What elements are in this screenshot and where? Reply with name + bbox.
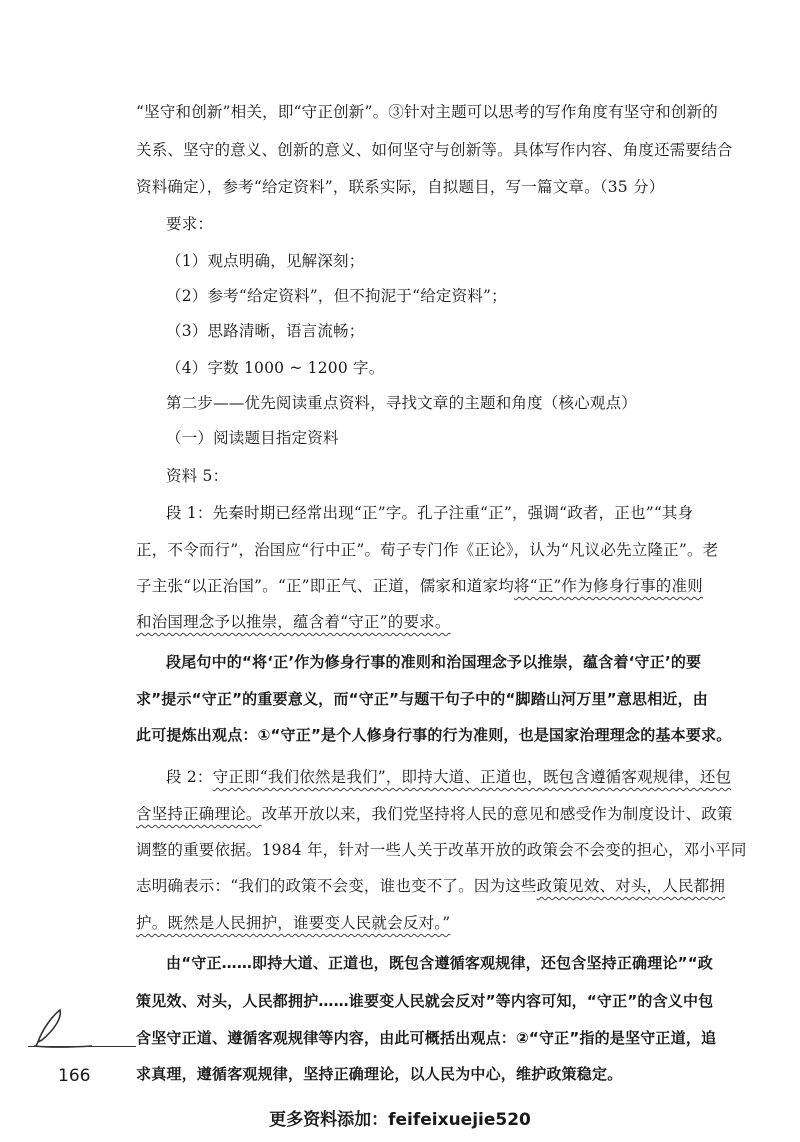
analysis-2-line: 策见效、对头，人民都拥护……谁要变人民就会反对”等内容可知，“守正”的含义中包 — [136, 992, 714, 1010]
text-line: 关系、坚守的意义、创新的意义、如何坚守与创新等。具体写作内容、角度还需要结合 — [136, 141, 733, 159]
requirement-item: （4）字数 1000 ~ 1200 字。 — [166, 359, 385, 377]
material-label: 资料 5： — [166, 467, 229, 485]
paragraph-1-line — [136, 611, 744, 633]
footer-note: 更多资料添加：feifeixuejie520 — [269, 1110, 531, 1130]
analysis-2-line: 求真理，遵循客观规律，坚持正确理论，以人民为中心，维护政策稳定。 — [136, 1065, 623, 1083]
paragraph-1-line: 段 1：先秦时期已经常出现“正”字。孔子注重“正”，强调“政者，正也”“其身 — [166, 504, 694, 522]
requirement-item: （1）观点明确，见解深刻； — [166, 252, 365, 270]
paragraph-1-line — [136, 575, 744, 597]
pen-icon — [24, 1004, 94, 1050]
plain-text: 子主张“以正治国”。“正”即正气、正道，儒家和道家均 — [136, 577, 514, 595]
underlined-text: 护。既然是人民拥护，谁要变人民就会反对。” — [136, 914, 451, 932]
plain-text: 段 2： — [166, 768, 213, 786]
underlined-text: 和治国理念予以推崇，蕴含着“守正”的要求。 — [136, 613, 451, 631]
paragraph-2-line — [136, 912, 744, 934]
underlined-text: 守正即“我们依然是我们”，即持大道、正道也，既包含遵循客观规律，还包 — [212, 768, 732, 786]
requirement-item: （3）思路清晰，语言流畅； — [166, 322, 365, 340]
underlined-text: 含坚持正确理论。 — [136, 805, 262, 823]
analysis-2-line: 由“守正……即持大道、正道也，既包含遵循客观规律，还包含坚持正确理论”“政 — [166, 954, 713, 972]
analysis-1-line: 此可提炼出观点：①“守正”是个人修身行事的行为准则，也是国家治理理念的基本要求。 — [136, 726, 732, 744]
underlined-text: 政策见效、对头，人民都拥 — [536, 877, 726, 895]
paragraph-2-line — [136, 875, 744, 897]
text-line: 资料确定），参考“给定资料”，联系实际，自拟题目，写一篇文章。（35 分） — [136, 178, 665, 196]
analysis-1-line: 段尾句中的“将‘正’作为修身行事的准则和治国理念予以推崇，蕴含着‘守正’的要 — [166, 653, 702, 671]
paragraph-1-line: 正，不令而行”，治国应“行中正”。荀子专门作《正论》，认为“凡议必先立隆正”。老 — [136, 541, 719, 559]
paragraph-2-line — [136, 803, 744, 825]
paragraph-2-line: 调整的重要依据。1984 年，针对一些人关于改革开放的政策会不会变的担心，邓小平同 — [136, 841, 747, 859]
step-heading: 第二步——优先阅读重点资料，寻找文章的主题和角度（核心观点） — [166, 394, 638, 412]
plain-text: 改革开放以来，我们党坚持将人民的意见和感受作为制度设计、政策 — [261, 805, 733, 823]
page-number: 166 — [58, 1066, 91, 1086]
divider-line — [28, 1046, 136, 1047]
analysis-1-line: 求”提示“守正”的重要意义，而“守正”与题干句子中的“脚踏山河万里”意思相近，由 — [136, 690, 709, 708]
plain-text: 志明确表示：“我们的政策不会变，谁也变不了。因为这些 — [136, 877, 537, 895]
requirement-item: （2）参考“给定资料”，但不拘泥于“给定资料”； — [166, 287, 507, 305]
paragraph-2-line — [166, 766, 744, 788]
underlined-text: 将“正”作为修身行事的准则 — [513, 577, 703, 595]
requirements-heading: 要求： — [166, 215, 214, 233]
section-heading: （一）阅读题目指定资料 — [166, 429, 339, 447]
analysis-2-line: 含坚守正道、遵循客观规律等内容，由此可概括出观点：②“守正”指的是坚守正道，追 — [136, 1029, 717, 1047]
text-line: “坚守和创新”相关，即“守正创新”。③针对主题可以思考的写作角度有坚守和创新的 — [136, 103, 718, 121]
